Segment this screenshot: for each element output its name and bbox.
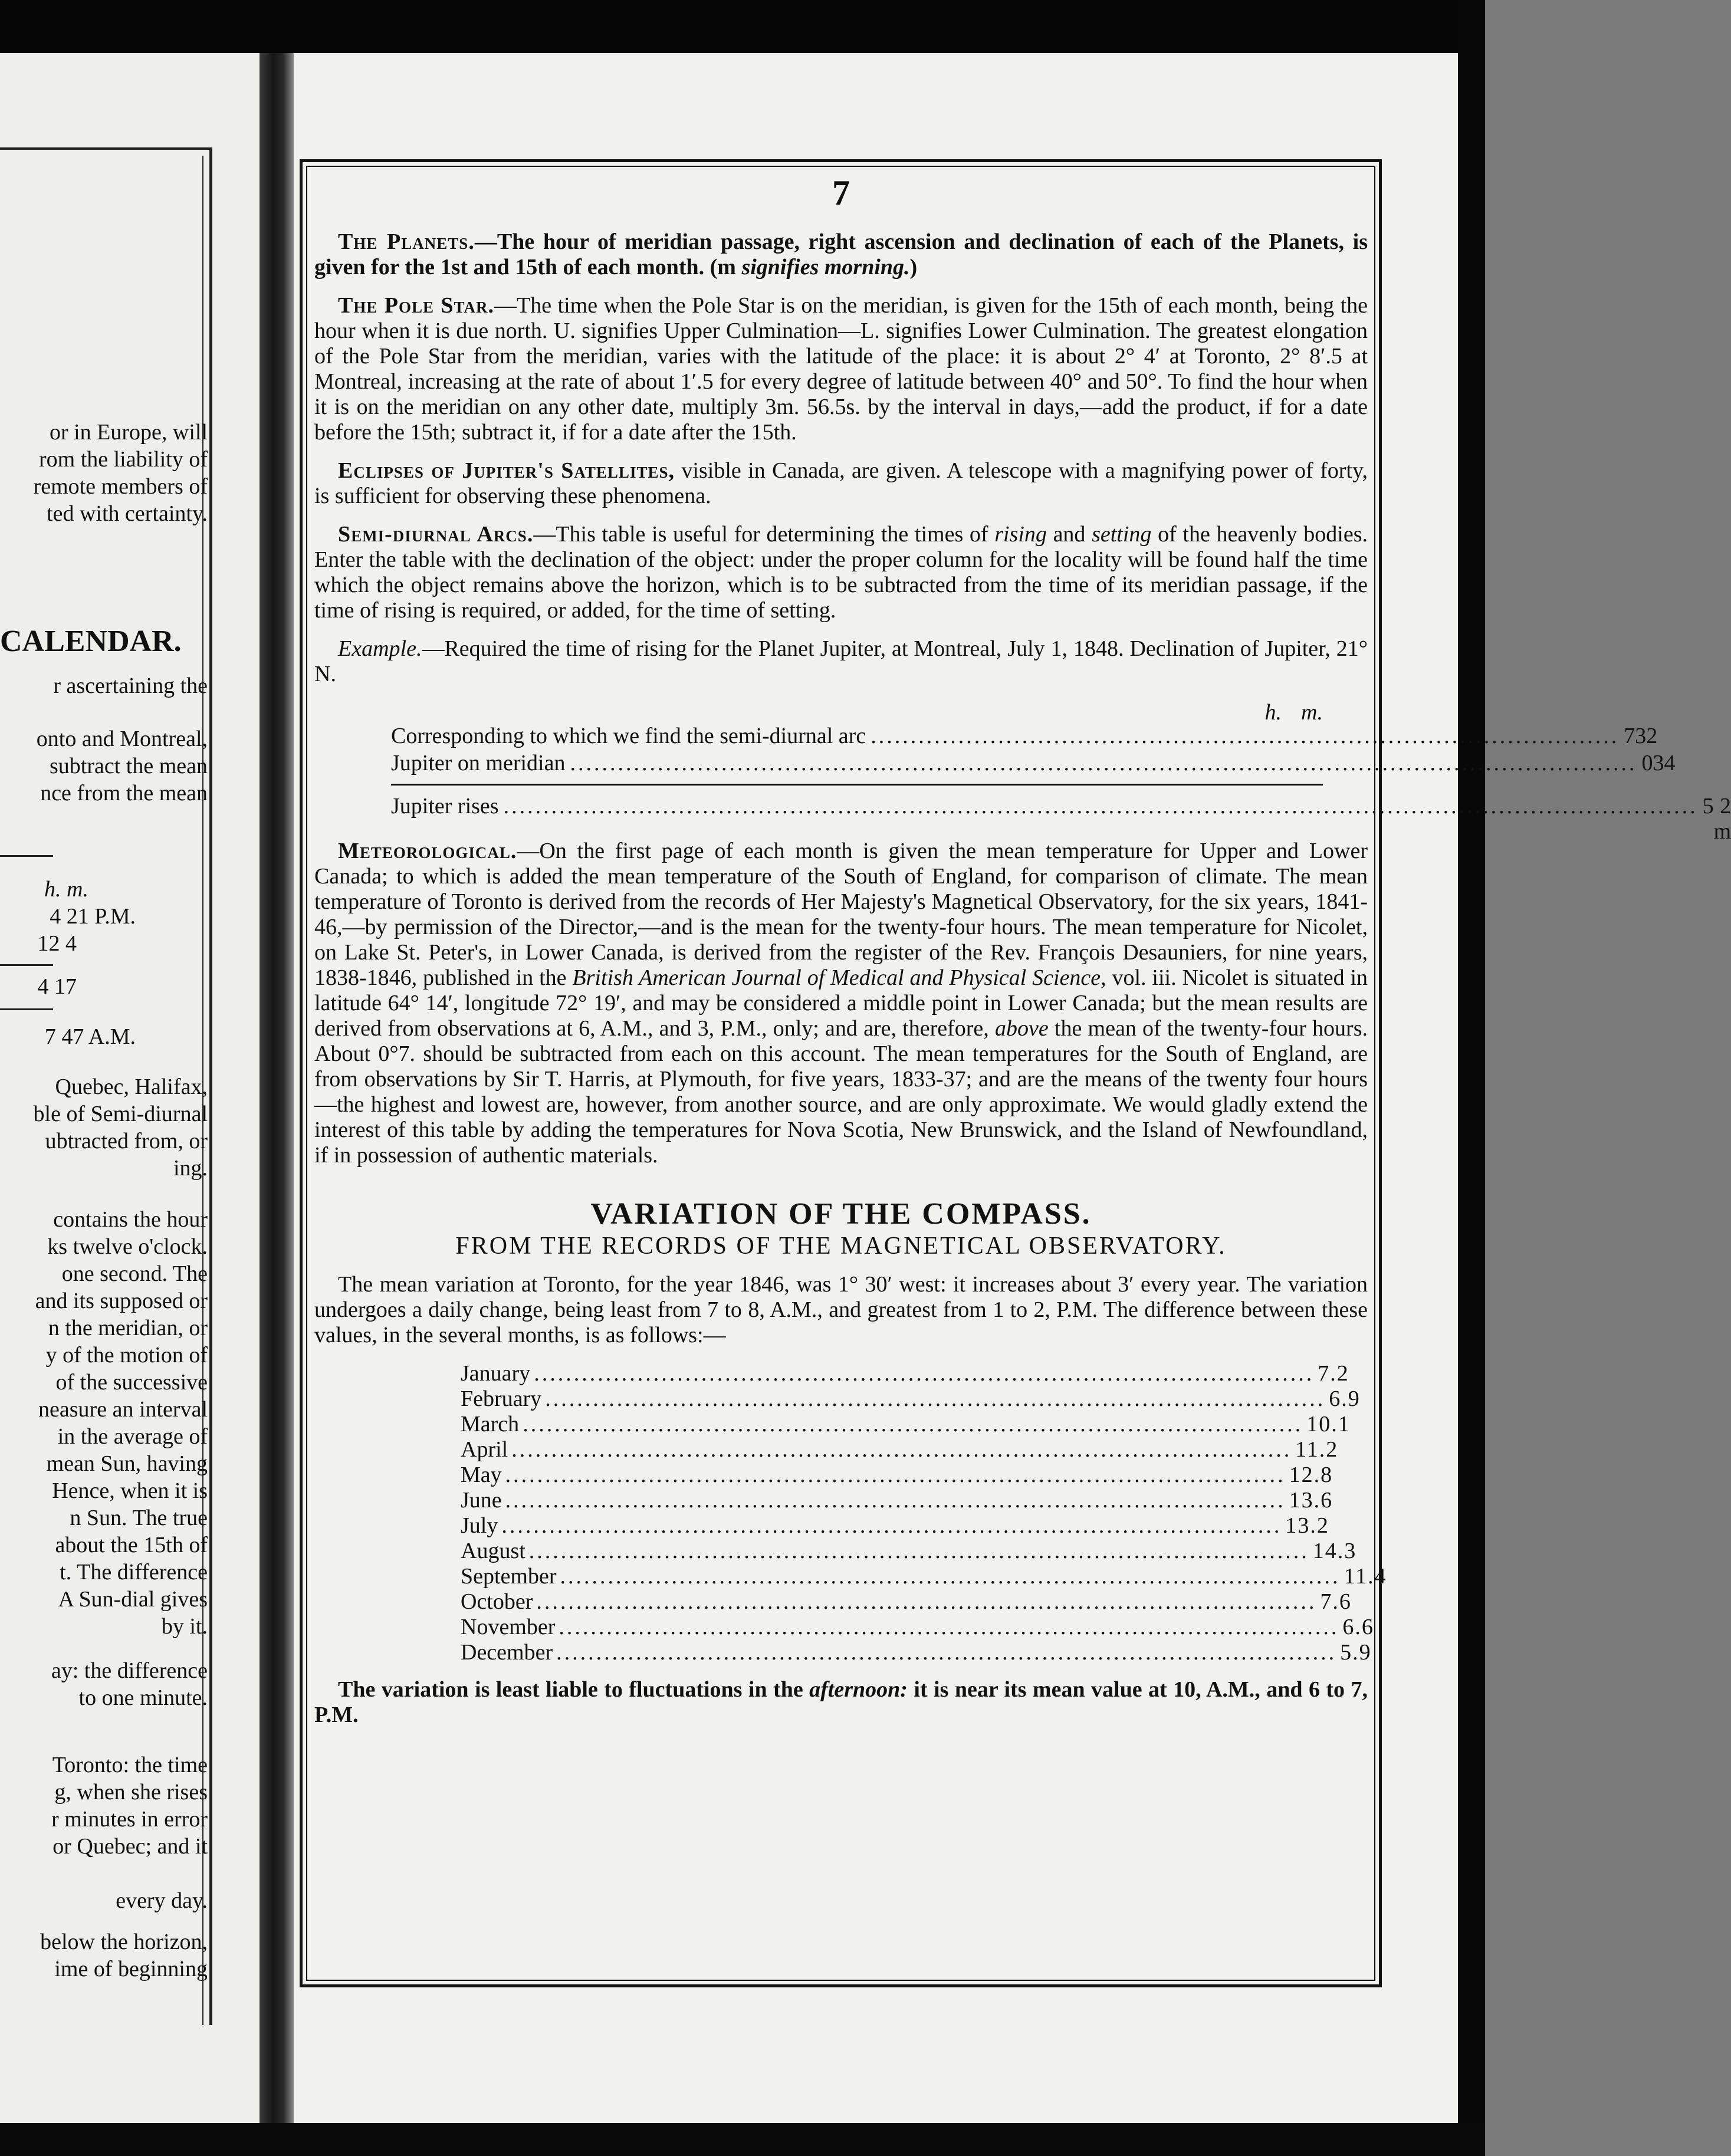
month-label: January bbox=[461, 1361, 531, 1386]
calc-rule bbox=[391, 784, 1323, 786]
month-value: 6.6 bbox=[1342, 1615, 1374, 1639]
variation-row bbox=[461, 1539, 1357, 1564]
variation-row bbox=[461, 1361, 1349, 1386]
month-value: 14.3 bbox=[1312, 1539, 1357, 1563]
calc-row bbox=[391, 724, 1658, 751]
leader-dots: ...................................................................................................................................... bbox=[570, 751, 1637, 775]
leader-dots: .................................................................................................. bbox=[511, 1437, 1292, 1462]
month-label: October bbox=[461, 1589, 533, 1614]
left-line: r ascertaining the bbox=[53, 673, 208, 698]
left-line: onto and Montreal, bbox=[36, 727, 208, 751]
month-label: November bbox=[461, 1615, 556, 1639]
rising-term: rising bbox=[994, 522, 1047, 547]
example-paragraph bbox=[314, 636, 1368, 687]
meteorological-heading: Meteorological. bbox=[338, 839, 517, 863]
left-line: ubtracted from, or bbox=[45, 1129, 208, 1153]
variation-row bbox=[461, 1437, 1339, 1462]
month-label: September bbox=[461, 1564, 557, 1589]
calc-result-m: 2 m bbox=[1713, 794, 1731, 844]
left-line: t. The difference bbox=[60, 1560, 208, 1585]
variation-row bbox=[461, 1513, 1329, 1539]
semi-diurnal-text: of the heavenly bodies. Enter the table with the declination of the object: under the proper column for the locality will be found half the time which the object remains above the horizon, which is to be subtracted from the time of its meridian passage, if the time of rising is required, or added, for the time of setting. bbox=[314, 522, 1368, 623]
left-line: ing. bbox=[173, 1156, 208, 1181]
leader-dots: .................................................................................................. bbox=[556, 1640, 1337, 1665]
calc-result-row bbox=[391, 794, 1731, 844]
left-time-header: h. m. bbox=[44, 877, 88, 902]
left-line: below the horizon, bbox=[40, 1930, 208, 1954]
pole-star-paragraph bbox=[314, 293, 1368, 445]
page-content bbox=[314, 173, 1731, 1741]
month-label: March bbox=[461, 1412, 520, 1437]
left-line: Toronto: the time bbox=[52, 1753, 208, 1777]
leader-dots: .................................................................................................. bbox=[505, 1462, 1286, 1487]
compass-intro: The mean variation at Toronto, for the year 1846, was 1° 30′ west: it increases about 3′ every year. The variation undergoes a daily change, being least from 7 to 8, A.M., and greatest from 1 to 2, P.M. The difference between these values, in the several months, is as follows:— bbox=[314, 1272, 1368, 1348]
page-number: 7 bbox=[832, 173, 850, 212]
meteorological-text: the mean of the twenty-four hours. About 0°7. should be subtracted from each on this account. The mean temperatures for the South of England, are from observations by Sir T. Harris, at Plymouth, for five years, 1833-37; and are the means of the twenty four hours—the highest and lowest are, however, from another source, and are only approximate. We would gladly extend the interest of this table by adding the temperatures for Nova Scotia, New Brunswick, and the Island of Newfoundland, if in possession of authentic materials. bbox=[314, 1016, 1368, 1168]
left-line: A Sun-dial gives bbox=[58, 1587, 208, 1612]
pole-star-text: —The time when the Pole Star is on the meridian, is given for the 15th of each month, being the hour when it is due north. U. signifies Upper Culmination—L. signifies Lower Culmination. The greatest elongation of the Pole Star from the meridian, varies with the latitude of the place: it is about 2° 4′ at Toronto, 2° 8′.5 at Montreal, increasing at the rate of about 1′.5 for every degree of latitude between 40° and 50°. To find the hour when it is on the meridian on any other date, multiply 3m. 56.5s. by the interval in days,—add the product, if for a date before the 15th; subtract it, if for a date after the 15th. bbox=[314, 293, 1368, 445]
left-time-row: 7 47 A.M. bbox=[44, 1024, 136, 1049]
leader-dots: .................................................................................................. bbox=[534, 1361, 1315, 1386]
left-line: n Sun. The true bbox=[70, 1506, 208, 1530]
eclipses-paragraph bbox=[314, 458, 1368, 509]
left-line: ks twelve o'clock. bbox=[47, 1234, 208, 1259]
left-line: or in Europe, will bbox=[49, 420, 208, 445]
leader-dots: .................................................................................................. bbox=[523, 1412, 1303, 1437]
example-calculation bbox=[391, 700, 1731, 844]
calc-row-h: 7 bbox=[1624, 724, 1635, 748]
month-label: July bbox=[461, 1513, 498, 1538]
variation-table bbox=[461, 1361, 1387, 1665]
compass-title: VARIATION OF THE COMPASS. bbox=[590, 1197, 1092, 1231]
meteorological-text: vol. iii. Nicolet is situated in latitude 64° 14′, longitude 72° 19′, and may be considered a middle point in Lower Canada; but the mean results are derived from observations at 6, A.M., and 3, P.M., only; and are, therefore, bbox=[314, 965, 1368, 1041]
book-spine bbox=[260, 53, 294, 2123]
leader-dots: .................................................................................................. bbox=[560, 1564, 1341, 1589]
page-frame bbox=[300, 159, 1731, 1987]
calc-header bbox=[391, 700, 1323, 724]
left-line: g, when she rises bbox=[54, 1780, 208, 1805]
left-line: by it. bbox=[161, 1614, 208, 1639]
variation-row bbox=[461, 1488, 1333, 1513]
calc-row bbox=[391, 751, 1676, 778]
left-line: and its supposed or bbox=[35, 1289, 208, 1313]
calc-result-h: 5 bbox=[1702, 794, 1714, 819]
month-label: April bbox=[461, 1437, 508, 1462]
leader-dots: .................................................................................................. bbox=[505, 1488, 1286, 1513]
left-line: rom the liability of bbox=[38, 447, 208, 472]
semi-diurnal-text: and bbox=[1046, 522, 1092, 547]
left-rule bbox=[0, 1008, 53, 1010]
month-value: 7.2 bbox=[1318, 1361, 1349, 1386]
left-line: one second. The bbox=[61, 1261, 208, 1286]
left-time-row: 12 4 bbox=[37, 931, 77, 956]
left-rule bbox=[0, 855, 53, 857]
left-line: remote members of bbox=[33, 474, 208, 499]
left-line: n the meridian, or bbox=[48, 1316, 208, 1340]
left-line: r minutes in error bbox=[51, 1807, 208, 1832]
left-line: y of the motion of bbox=[45, 1343, 208, 1368]
month-value: 11.4 bbox=[1344, 1564, 1387, 1589]
left-line: ime of beginning bbox=[54, 1957, 208, 1981]
compass-conclusion bbox=[314, 1677, 1368, 1728]
semi-diurnal-text: —This table is useful for determining the times of bbox=[533, 522, 995, 547]
left-line: ay: the difference bbox=[51, 1658, 208, 1683]
left-time-row: 4 17 bbox=[37, 974, 77, 999]
setting-term: setting bbox=[1092, 522, 1152, 547]
month-value: 10.1 bbox=[1306, 1412, 1351, 1437]
left-line: subtract the mean bbox=[49, 754, 208, 778]
month-label: May bbox=[461, 1462, 502, 1487]
semi-diurnal-paragraph bbox=[314, 522, 1368, 623]
scan-border-right bbox=[1458, 0, 1485, 2156]
calc-result-label: Jupiter rises bbox=[391, 794, 499, 819]
month-value: 13.2 bbox=[1285, 1513, 1329, 1538]
variation-row bbox=[461, 1412, 1351, 1437]
left-line: every day. bbox=[116, 1888, 208, 1913]
planets-note-close: ) bbox=[909, 255, 918, 280]
left-line: to one minute. bbox=[78, 1685, 208, 1710]
calc-row-label: Corresponding to which we find the semi-diurnal arc bbox=[391, 724, 866, 748]
journal-title: British American Journal of Medical and Physical Science, bbox=[572, 965, 1106, 990]
left-line: or Quebec; and it bbox=[52, 1834, 208, 1859]
month-label: December bbox=[461, 1640, 553, 1665]
leader-dots: .............................................................................................. bbox=[871, 724, 1620, 748]
afternoon-term: afternoon: bbox=[809, 1677, 908, 1702]
example-label: Example. bbox=[338, 636, 422, 661]
left-line: contains the hour bbox=[53, 1207, 208, 1232]
variation-row bbox=[461, 1640, 1372, 1665]
meteorological-paragraph bbox=[314, 839, 1368, 1168]
above-term: above bbox=[995, 1016, 1049, 1041]
left-facing-page bbox=[0, 53, 260, 2123]
left-line: Hence, when it is bbox=[52, 1478, 208, 1503]
calc-header-m: m. bbox=[1301, 700, 1323, 725]
scan-border-bottom bbox=[0, 2123, 1485, 2156]
leader-dots: .................................................................................................. bbox=[559, 1615, 1339, 1639]
month-value: 5.9 bbox=[1340, 1640, 1372, 1665]
leader-dots: .................................................................................................. bbox=[536, 1589, 1317, 1614]
month-value: 13.6 bbox=[1289, 1488, 1333, 1513]
left-line: ble of Semi-diurnal bbox=[33, 1102, 208, 1126]
eclipses-heading: Eclipses of Jupiter's Satellites, bbox=[338, 458, 675, 483]
leader-dots: ...................................................................................................................................................... bbox=[503, 794, 1698, 819]
planets-heading: The Planets. bbox=[338, 229, 475, 254]
variation-row bbox=[461, 1386, 1361, 1412]
variation-row bbox=[461, 1462, 1333, 1488]
month-label: February bbox=[461, 1386, 542, 1411]
semi-diurnal-heading: Semi-diurnal Arcs. bbox=[338, 522, 534, 547]
planets-paragraph bbox=[314, 229, 1368, 280]
main-page bbox=[294, 53, 1731, 2123]
left-rule bbox=[0, 964, 53, 966]
calc-header-h: h. bbox=[1264, 700, 1282, 725]
eclipses-text: visible in Canada, are given. A telescope with a magnifying power of forty, is sufficient for observing these phenomena. bbox=[314, 458, 1368, 508]
left-heading: CALENDAR. bbox=[0, 625, 182, 658]
month-value: 7.6 bbox=[1320, 1589, 1352, 1614]
month-value: 11.2 bbox=[1295, 1437, 1339, 1462]
planets-note-open: (m bbox=[710, 255, 742, 280]
conclusion-text: it is near its mean value at 10, A.M., and 6 to 7, P.M. bbox=[314, 1677, 1368, 1727]
planets-note-italic: signifies morning. bbox=[741, 255, 910, 280]
planets-text: —The hour of meridian passage, right ascension and declination of each of the Planets, is given for the 1st and 15th of each month. bbox=[314, 229, 1368, 280]
variation-row bbox=[461, 1564, 1387, 1589]
left-line: ted with certainty. bbox=[47, 501, 208, 526]
left-line: nce from the mean bbox=[40, 781, 208, 806]
calc-row-m: 34 bbox=[1653, 751, 1676, 775]
left-line: in the average of bbox=[57, 1424, 208, 1449]
leader-dots: .................................................................................................. bbox=[528, 1539, 1309, 1563]
left-line: Quebec, Halifax, bbox=[55, 1074, 208, 1099]
variation-row bbox=[461, 1615, 1374, 1640]
variation-row bbox=[461, 1589, 1352, 1615]
leader-dots: .................................................................................................. bbox=[501, 1513, 1282, 1538]
month-value: 6.9 bbox=[1329, 1386, 1361, 1411]
calc-row-h: 0 bbox=[1641, 751, 1653, 775]
month-label: June bbox=[461, 1488, 502, 1513]
example-text: —Required the time of rising for the Planet Jupiter, at Montreal, July 1, 1848. Declination of Jupiter, 21° N. bbox=[314, 636, 1368, 686]
meteorological-text: —On the first page of each month is given the mean temperature for Upper and Lower Canada; to which is added the mean temperature of the South of England, for comparison of climate. The mean temperature of Toronto is derived from the records of Her Majesty's Magnetical Observatory, for the six years, 1841-46,—by permission of the Director,—and is the mean for the twenty-four hours. The mean temperature for Nicolet, on Lake St. Peter's, in Lower Canada, is derived from the register of the Rev. François Desauniers, for nine years, 1838-1846, published in the bbox=[314, 839, 1368, 990]
left-time-row: 4 21 P.M. bbox=[50, 904, 136, 929]
pole-star-heading: The Pole Star. bbox=[338, 293, 495, 318]
leader-dots: .................................................................................................. bbox=[545, 1386, 1326, 1411]
compass-subtitle: FROM THE RECORDS OF THE MAGNETICAL OBSERVATORY. bbox=[455, 1233, 1227, 1260]
conclusion-text: The variation is least liable to fluctuations in the bbox=[338, 1677, 810, 1702]
calc-row-label: Jupiter on meridian bbox=[391, 751, 566, 775]
left-line: mean Sun, having bbox=[46, 1451, 208, 1476]
left-line: neasure an interval bbox=[38, 1397, 208, 1422]
scan-border-top bbox=[0, 0, 1485, 53]
left-line: of the successive bbox=[55, 1370, 208, 1395]
month-label: August bbox=[461, 1539, 525, 1563]
calc-row-m: 32 bbox=[1635, 724, 1658, 748]
month-value: 12.8 bbox=[1289, 1462, 1333, 1487]
left-line: about the 15th of bbox=[55, 1533, 208, 1557]
